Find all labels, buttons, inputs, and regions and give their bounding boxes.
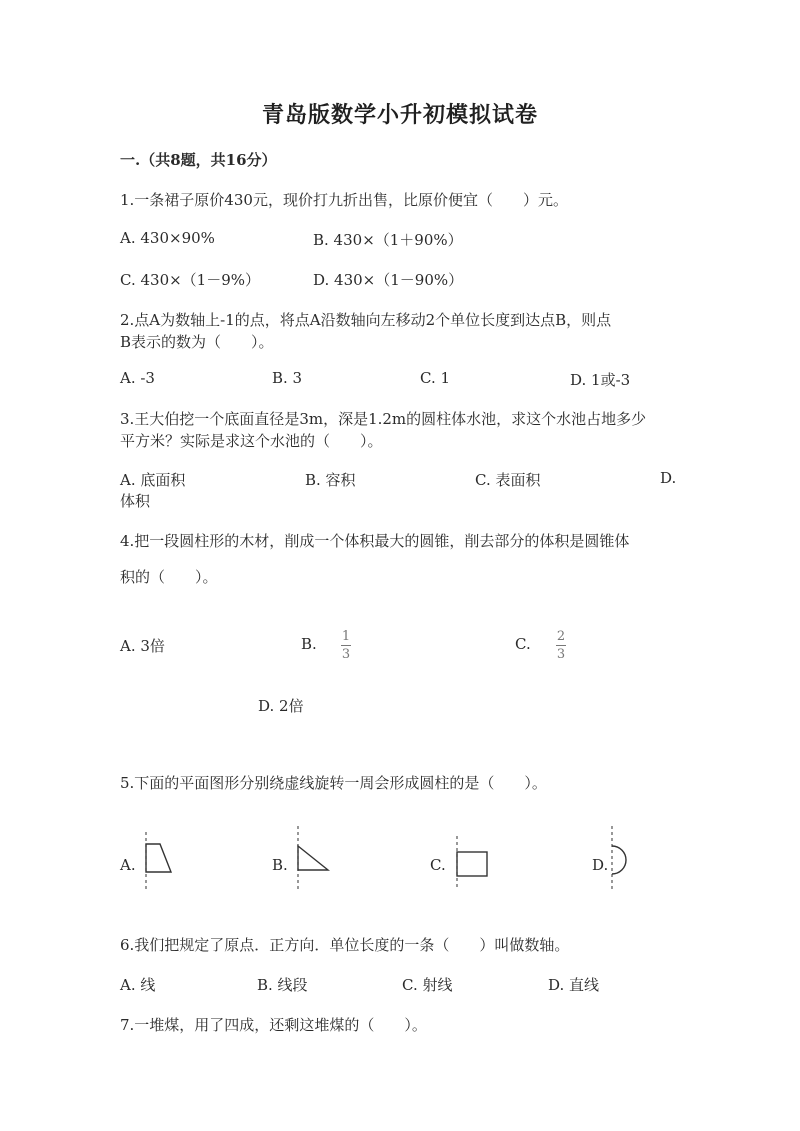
fraction-denominator: 3 [556, 647, 566, 662]
fraction-numerator: 2 [556, 629, 566, 644]
q6-option-d[interactable]: D. 直线 [548, 976, 600, 994]
q6-option-b[interactable]: B. 线段 [257, 976, 308, 994]
question-2-stem-line1: 2.点A为数轴上-1的点，将点A沿数轴向左移动2个单位长度到达点B，则点 [120, 311, 612, 329]
q6-option-c[interactable]: C. 射线 [402, 976, 453, 994]
fraction-bar [341, 645, 351, 646]
q4-option-c-label[interactable]: C. [515, 635, 531, 653]
q3-option-b[interactable]: B. 容积 [305, 471, 356, 489]
question-1-stem: 1.一条裙子原价430元，现价打九折出售，比原价便宜（ ）元。 [120, 191, 568, 209]
q4-option-b-label[interactable]: B. [301, 635, 317, 653]
q4-option-d[interactable]: D. 2倍 [258, 697, 304, 715]
q2-option-c[interactable]: C. 1 [420, 369, 451, 387]
q2-option-b[interactable]: B. 3 [272, 369, 303, 387]
section-heading: 一.（共8题，共16分） [120, 151, 277, 169]
page-title: 青岛版数学小升初模拟试卷 [261, 102, 538, 128]
q3-option-d-text: 体积 [120, 492, 151, 510]
q5-option-a-label[interactable]: A. [120, 856, 136, 874]
question-5-stem: 5.下面的平面图形分别绕虚线旋转一周会形成圆柱的是（ ）。 [120, 774, 547, 792]
rectangle-icon[interactable] [449, 836, 491, 888]
q4-option-a[interactable]: A. 3倍 [120, 637, 165, 655]
q4-option-c-fraction [556, 630, 566, 661]
fraction-numerator: 1 [341, 629, 351, 644]
q5-option-d-label[interactable]: D. [592, 856, 609, 874]
q5-option-c-label[interactable]: C. [430, 856, 446, 874]
question-3-stem-line1: 3.王大伯挖一个底面直径是3m，深是1.2m的圆柱体水池，求这个水池占地多少 [120, 410, 647, 428]
semicircle-icon[interactable] [604, 826, 640, 892]
question-3-stem-line2: 平方米？实际是求这个水池的（ ）。 [120, 432, 383, 450]
q1-option-d[interactable]: D. 430×（1－90%） [313, 271, 464, 289]
question-7-stem: 7.一堆煤，用了四成，还剩这堆煤的（ ）。 [120, 1016, 427, 1034]
question-4-stem-line2: 积的（ ）。 [120, 568, 218, 586]
q5-option-b-label[interactable]: B. [272, 856, 288, 874]
q3-option-c[interactable]: C. 表面积 [475, 471, 541, 489]
question-2-stem-line2: B表示的数为（ ）。 [120, 333, 274, 351]
triangle-icon[interactable] [290, 826, 335, 892]
q3-option-a[interactable]: A. 底面积 [120, 471, 186, 489]
q4-option-b-fraction [341, 630, 351, 661]
trapezoid-icon[interactable] [138, 832, 178, 890]
q1-option-b[interactable]: B. 430×（1＋90%） [313, 231, 463, 249]
fraction-bar [556, 645, 566, 646]
q3-option-d[interactable]: D. [660, 469, 677, 487]
q1-option-a[interactable]: A. 430×90% [120, 229, 215, 247]
fraction-denominator: 3 [341, 647, 351, 662]
q2-option-a[interactable]: A. -3 [120, 369, 155, 387]
question-6-stem: 6.我们把规定了原点．正方向．单位长度的一条（ ）叫做数轴。 [120, 936, 570, 954]
q6-option-a[interactable]: A. 线 [120, 976, 156, 994]
q1-option-c[interactable]: C. 430×（1－9%） [120, 271, 261, 289]
q2-option-d[interactable]: D. 1或-3 [570, 371, 631, 389]
question-4-stem-line1: 4.把一段圆柱形的木材，削成一个体积最大的圆锥，削去部分的体积是圆锥体 [120, 532, 630, 550]
